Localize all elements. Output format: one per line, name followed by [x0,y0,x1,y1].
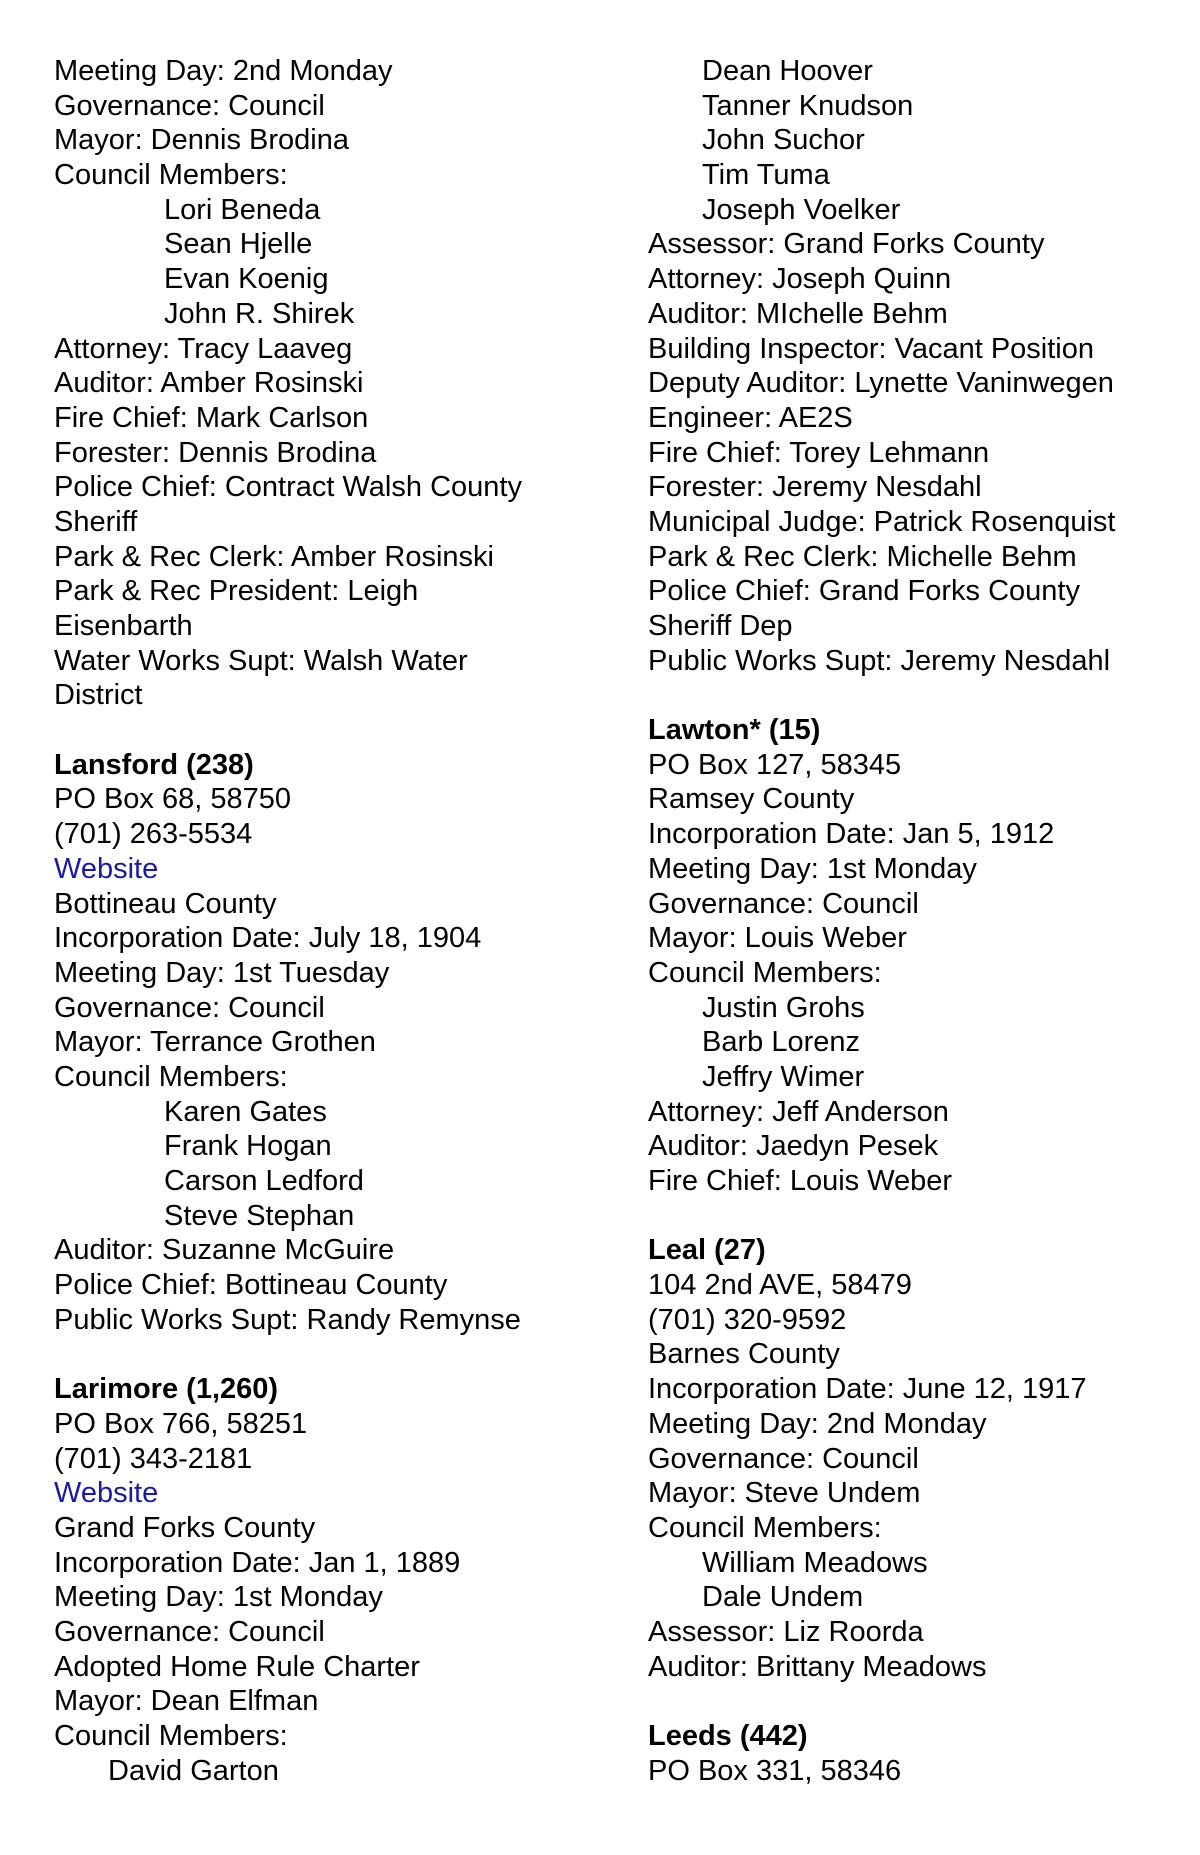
directory-entry: 104 2nd AVE, 58479 [648,1269,912,1302]
directory-entry: (701) 343-2181 [54,1442,253,1475]
section-spacer [648,1684,1188,1719]
directory-entry: Meeting Day: 2nd Monday [54,55,393,87]
directory-entry: Auditor: Suzanne McGuire [54,1234,395,1267]
directory-entry: Deputy Auditor: Lynette Vaninwegen [648,367,1114,400]
directory-entry: PO Box 127, 58345 [648,748,902,781]
directory-entry: PO Box 331, 58346 [648,1754,902,1787]
council-member-name: Dale Undem [702,1581,864,1614]
directory-entry: Police Chief: Grand Forks County [648,575,1080,608]
directory-entry: Sheriff [54,505,138,538]
council-member-name: Frank Hogan [164,1130,332,1163]
right-column [648,54,1188,1788]
directory-entry: Adopted Home Rule Charter [54,1650,420,1683]
directory-entry: Incorporation Date: Jan 5, 1912 [648,818,1055,851]
directory-entry: Governance: Council [648,1442,919,1475]
city-heading-larimore-1-260: Larimore (1,260) [54,1373,279,1406]
directory-entry: Auditor: Brittany Meadows [648,1650,987,1683]
website-link[interactable]: Website [54,1477,159,1510]
directory-entry: Auditor: MIchelle Behm [648,297,948,330]
directory-entry: Governance: Council [54,1615,325,1648]
directory-entry: Governance: Council [54,991,325,1024]
city-heading-leeds-442: Leeds (442) [648,1720,808,1752]
directory-entry: Water Works Supt: Walsh Water [54,644,468,677]
section-spacer [54,713,614,748]
directory-entry: Incorporation Date: July 18, 1904 [54,922,482,955]
directory-entry: (701) 320-9592 [648,1303,847,1336]
section-spacer [648,1199,1188,1234]
directory-entry: (701) 263-5534 [54,818,253,851]
website-link[interactable]: Website [54,852,159,885]
directory-entry: Mayor: Dennis Brodina [54,124,349,157]
council-member-name: Karen Gates [164,1095,327,1128]
directory-entry: Meeting Day: 2nd Monday [648,1407,987,1440]
directory-entry: Meeting Day: 1st Monday [648,852,977,885]
directory-entry: Meeting Day: 1st Tuesday [54,956,390,989]
directory-entry: Mayor: Steve Undem [648,1477,921,1510]
directory-entry: District [54,679,143,712]
council-member-name: Jeffry Wimer [702,1060,865,1093]
directory-entry: Ramsey County [648,783,855,816]
council-member-name: John R. Shirek [164,297,355,330]
council-member-name: Tim Tuma [702,159,830,192]
left-column [54,54,614,1788]
council-member-name: Evan Koenig [164,263,329,296]
directory-entry: Mayor: Dean Elfman [54,1685,319,1718]
directory-entry: Forester: Jeremy Nesdahl [648,471,982,504]
directory-entry: Sheriff Dep [648,610,793,642]
directory-entry: Forester: Dennis Brodina [54,436,377,469]
council-member-name: Dean Hoover [702,55,873,87]
directory-entry: Council Members: [54,1720,288,1752]
section-spacer [54,1337,614,1372]
council-member-name: William Meadows [702,1546,928,1579]
council-member-name: Sean Hjelle [164,228,313,261]
directory-entry: Public Works Supt: Randy Remynse [54,1303,521,1336]
directory-entry: Meeting Day: 1st Monday [54,1581,383,1614]
council-member-name: Carson Ledford [164,1165,364,1197]
directory-entry: Governance: Council [54,89,325,122]
council-member-name: Joseph Voelker [702,193,901,226]
directory-entry: Governance: Council [648,887,919,920]
council-member-name: David Garton [108,1754,279,1787]
directory-entry: Building Inspector: Vacant Position [648,332,1095,365]
directory-entry: PO Box 68, 58750 [54,783,291,816]
directory-entry: Auditor: Amber Rosinski [54,367,364,400]
directory-entry: Public Works Supt: Jeremy Nesdahl [648,644,1111,677]
directory-entry: Auditor: Jaedyn Pesek [648,1130,939,1163]
city-heading-leal-27: Leal (27) [648,1234,766,1267]
directory-entry: Grand Forks County [54,1511,316,1544]
directory-entry: Mayor: Terrance Grothen [54,1026,376,1059]
directory-entry: Police Chief: Bottineau County [54,1269,448,1302]
directory-entry: Attorney: Jeff Anderson [648,1095,949,1128]
council-member-name: John Suchor [702,124,865,157]
directory-entry: Council Members: [54,159,288,192]
council-member-name: Steve Stephan [164,1199,355,1232]
directory-entry: Council Members: [54,1060,288,1093]
council-member-name: Tanner Knudson [702,89,914,122]
directory-entry: Council Members: [648,1511,882,1544]
directory-entry: Municipal Judge: Patrick Rosenquist [648,505,1116,538]
directory-entry: Attorney: Tracy Laaveg [54,332,353,365]
directory-entry: Council Members: [648,956,882,989]
directory-entry: PO Box 766, 58251 [54,1407,308,1440]
directory-entry: Barnes County [648,1338,840,1371]
directory-entry: Fire Chief: Louis Weber [648,1165,953,1197]
directory-entry: Incorporation Date: Jan 1, 1889 [54,1546,461,1579]
directory-entry: Bottineau County [54,887,277,920]
council-member-name: Lori Beneda [164,193,321,226]
city-heading-lansford-238: Lansford (238) [54,748,254,781]
directory-entry: Eisenbarth [54,610,193,642]
directory-entry: Assessor: Grand Forks County [648,228,1045,261]
council-member-name: Barb Lorenz [702,1026,860,1059]
directory-entry: Park & Rec President: Leigh [54,575,419,608]
city-heading-lawton-15: Lawton* (15) [648,714,821,747]
directory-entry: Mayor: Louis Weber [648,922,907,955]
directory-entry: Fire Chief: Mark Carlson [54,401,369,434]
directory-entry: Park & Rec Clerk: Michelle Behm [648,540,1077,573]
directory-entry: Attorney: Joseph Quinn [648,263,952,296]
directory-entry: Incorporation Date: June 12, 1917 [648,1373,1087,1406]
directory-entry: Park & Rec Clerk: Amber Rosinski [54,540,494,573]
council-member-name: Justin Grohs [702,991,865,1024]
directory-entry: Fire Chief: Torey Lehmann [648,436,990,469]
directory-entry: Assessor: Liz Roorda [648,1615,924,1648]
section-spacer [648,678,1188,713]
directory-entry: Police Chief: Contract Walsh County [54,471,522,504]
directory-entry: Engineer: AE2S [648,401,853,434]
